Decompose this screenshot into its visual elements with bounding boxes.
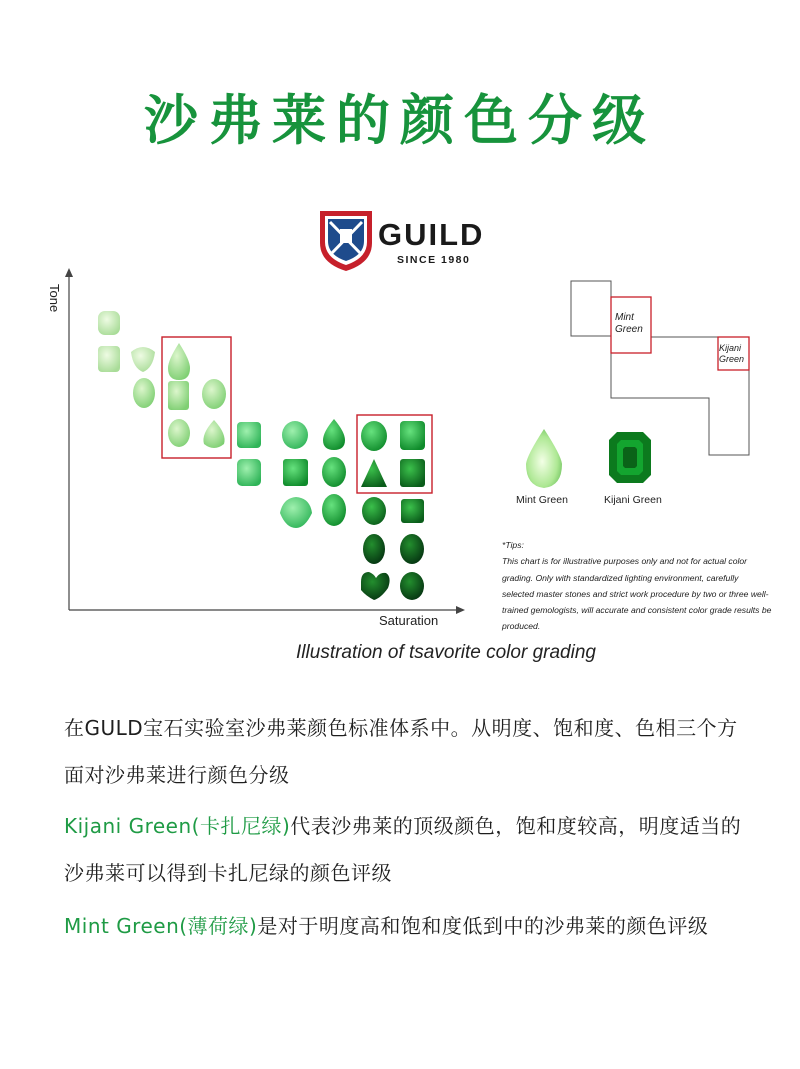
gem-stone (322, 494, 346, 526)
legend-kijani-green: Kijani Green (719, 343, 745, 364)
gem-stone (323, 419, 345, 450)
kijani-green-term: Kijani Green(卡扎尼绿) (64, 814, 291, 838)
logo-since: SINCE 1980 (397, 254, 471, 266)
kijani-green-stone (609, 432, 651, 483)
legend-mint-green: Mint Green (615, 312, 643, 335)
paragraph-mint (64, 903, 754, 950)
x-axis-label: Saturation (379, 613, 439, 628)
grade-diagram (571, 281, 749, 455)
kijani-green-caption: Kijani Green (604, 494, 662, 506)
gem-stone (282, 421, 308, 449)
mint-description: 是对于明度高和饱和度低到中的沙弗莱的颜色评级 (257, 914, 709, 938)
mint-green-stone (526, 429, 562, 488)
mint-green-caption: Mint Green (516, 494, 568, 506)
kijani-description: 代表沙弗莱的顶级颜色，饱和度较高，明度适当的沙弗莱可以得到卡扎尼绿的颜色评级 (64, 814, 742, 885)
gem-stone (400, 534, 424, 564)
gem-stone (361, 421, 387, 451)
gem-stone (322, 457, 346, 487)
gem-stone (131, 347, 155, 372)
gem-stone (400, 421, 425, 450)
gem-stone (237, 459, 261, 486)
gem-stone (363, 534, 385, 564)
tips-note (502, 537, 772, 635)
gem-stone (400, 572, 424, 600)
y-axis-label: Tone (47, 284, 62, 313)
gem-stone (202, 379, 226, 409)
gem-stone (98, 346, 120, 372)
gem-stone (283, 459, 308, 486)
gem-stone (98, 311, 120, 335)
mint-green-term: Mint Green(薄荷绿) (64, 914, 258, 938)
gem-stone (362, 497, 386, 525)
tips-body: This chart is for illustrative purposes only and not for actual color grading. Only with standardized lighting environment, carefully selected master stones and strict work procedure by two or three well-trained gemologists, will accurate and consistent color grade results be produced. (502, 556, 772, 632)
gem-stone (168, 343, 190, 380)
logo-wordmark: GUILD (378, 217, 485, 252)
gem-stone (203, 420, 224, 448)
gem-stone (133, 378, 155, 408)
chart-caption: Illustration of tsavorite color grading (296, 642, 596, 663)
gem-stone (168, 381, 189, 410)
paragraph-kijani (64, 803, 754, 897)
page-title: 沙弗莱的颜色分级 (144, 89, 656, 152)
gem-stone (400, 459, 425, 487)
gem-stone (361, 572, 390, 600)
gem-stone (168, 419, 190, 447)
paragraph-grading-system: 在GULD宝石实验室沙弗莱颜色标准体系中。从明度、饱和度、色相三个方面对沙弗莱进行颜色分级 (64, 716, 738, 787)
gem-stone (401, 499, 424, 523)
gem-stone (237, 422, 261, 448)
tips-heading: *Tips: (502, 540, 524, 550)
gem-stone (361, 459, 387, 487)
gem-stone (280, 497, 312, 528)
